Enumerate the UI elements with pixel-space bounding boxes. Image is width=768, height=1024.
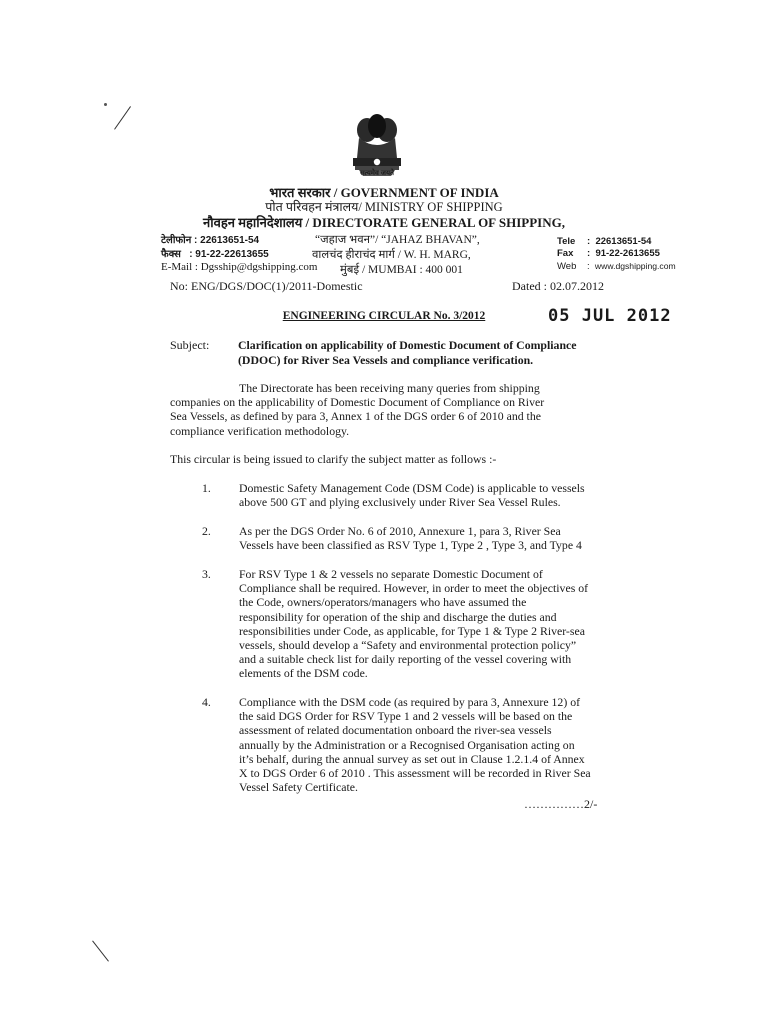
intro-line: The Directorate has been receiving many queries from shipping: [239, 381, 540, 395]
item-line: the said DGS Order for RSV Type 1 and 2 vessels will be based on the: [239, 709, 573, 724]
item-line: responsibility for operation of the ship and discharge the duties and: [239, 609, 557, 624]
pen-mark-bottom: [92, 940, 109, 961]
web-right: Web : www.dgshipping.com: [557, 261, 676, 272]
subject-line2: (DDOC) for River Sea Vessels and compliance verification.: [238, 352, 534, 367]
intro-line: compliance verification methodology.: [170, 423, 350, 438]
header-government: भारत सरकार / GOVERNMENT OF INDIA: [269, 185, 499, 200]
header-ministry: पोत परिवहन मंत्रालय/ MINISTRY OF SHIPPING: [265, 200, 503, 214]
item-text: [239, 695, 617, 794]
item-line: Domestic Safety Management Code (DSM Code) is applicable to vessels: [239, 481, 585, 495]
issue-statement: This circular is being issued to clarify the subject matter as follows :-: [170, 452, 497, 466]
fax-right: Fax : 91-22-2613655: [557, 248, 660, 259]
emblem-caption: सत्यमेव जयते: [359, 170, 395, 177]
address-line3: मुंबई / MUMBAI : 400 001: [340, 264, 463, 276]
item-number: 1.: [202, 481, 211, 495]
tel-value: 22613651-54: [595, 236, 652, 247]
date-stamp: 05 JUL 2012: [548, 306, 672, 326]
item-line: it’s behalf, during the annual survey as set out in Clause 1.2.1.4 of Annex: [239, 751, 585, 766]
intro-paragraph: [170, 381, 617, 438]
item-number: 4.: [202, 695, 211, 709]
item-line: For RSV Type 1 & 2 vessels no separate Domestic Document of: [239, 567, 543, 581]
item-text: [239, 481, 617, 509]
telephone-left: टेलीफोन : 22613651-54: [161, 235, 260, 246]
reference-number: No: ENG/DGS/DOC(1)/2011-Domestic: [170, 279, 363, 293]
item-line: elements of the DSM code.: [239, 666, 368, 681]
item-line: Compliance with the DSM code (as required by para 3, Annexure 12) of: [239, 695, 581, 709]
item-line: annually by the Administration or a Recognised Organisation acting on: [239, 737, 575, 752]
item-text: [239, 524, 617, 552]
item-line: Vessels have been classified as RSV Type 1, Type 2 , Type 3, and Type 4: [239, 538, 582, 553]
item-line: and a suitable check list for daily reporting of the vessel covering with: [239, 652, 572, 667]
fax-value: 91-22-2613655: [595, 248, 660, 259]
intro-line: Sea Vessels, as defined by para 3, Annex 1 of the DGS order 6 of 2010 and the: [170, 409, 541, 424]
contact-right: [557, 236, 676, 273]
item-line: X to DGS Order 6 of 2010 . This assessment will be recorded in River Sea: [239, 766, 591, 781]
dated: Dated : 02.07.2012: [512, 279, 604, 293]
page-continuation: ……………2/-: [524, 797, 598, 811]
header-directorate: नौवहन महानिदेशालय / DIRECTORATE GENERAL OF SHIPPING,: [203, 215, 565, 230]
web-value: www.dgshipping.com: [594, 261, 676, 271]
fax-left: फैक्स : 91-22-22613655: [161, 248, 269, 260]
contact-left: [161, 234, 318, 275]
subject-label: Subject:: [170, 338, 210, 352]
telephone-right: Tele : 22613651-54: [557, 236, 652, 247]
circular-title: ENGINEERING CIRCULAR No. 3/2012: [282, 310, 486, 322]
item-line: responsibilities under Code, as applicable, for Type 1 & Type 2 River-sea: [239, 623, 585, 638]
tel-label: Tele: [557, 236, 576, 247]
item-line: the Code, owners/operators/managers who have assumed the: [239, 595, 527, 610]
item-number: 2.: [202, 524, 211, 538]
item-line: vessels, should develop a “Safety and environmental protection policy”: [239, 638, 577, 653]
item-line: above 500 GT and plying exclusively under River Sea Vessel Rules.: [239, 495, 561, 510]
subject-line1: Clarification on applicability of Domestic Document of Compliance: [238, 338, 577, 352]
address-line1: “जहाज भवन”/ “JAHAZ BHAVAN”,: [315, 234, 480, 246]
dot-mark: [104, 103, 107, 106]
address-line2: वालचंद हीराचंद मार्ग / W. H. MARG,: [312, 249, 471, 261]
item-number: 3.: [202, 567, 211, 581]
fax-label: Fax: [557, 248, 574, 259]
item-line: assessment of related documentation onboard the river-sea vessels: [239, 723, 552, 738]
item-line: Vessel Safety Certificate.: [239, 780, 358, 795]
item-line: Compliance shall be required. However, in order to meet the objectives of: [239, 581, 589, 596]
web-label: Web: [557, 261, 577, 272]
address-block: [300, 233, 480, 278]
email-left: E-Mail : Dgsship@dgshipping.com: [161, 261, 318, 273]
subject-text: [238, 338, 618, 367]
item-line: As per the DGS Order No. 6 of 2010, Annexure 1, para 3, River Sea: [239, 524, 561, 538]
intro-line: companies on the applicability of Domestic Document of Compliance on River: [170, 395, 545, 410]
item-text: [239, 567, 617, 681]
pen-mark-top: [114, 106, 131, 130]
